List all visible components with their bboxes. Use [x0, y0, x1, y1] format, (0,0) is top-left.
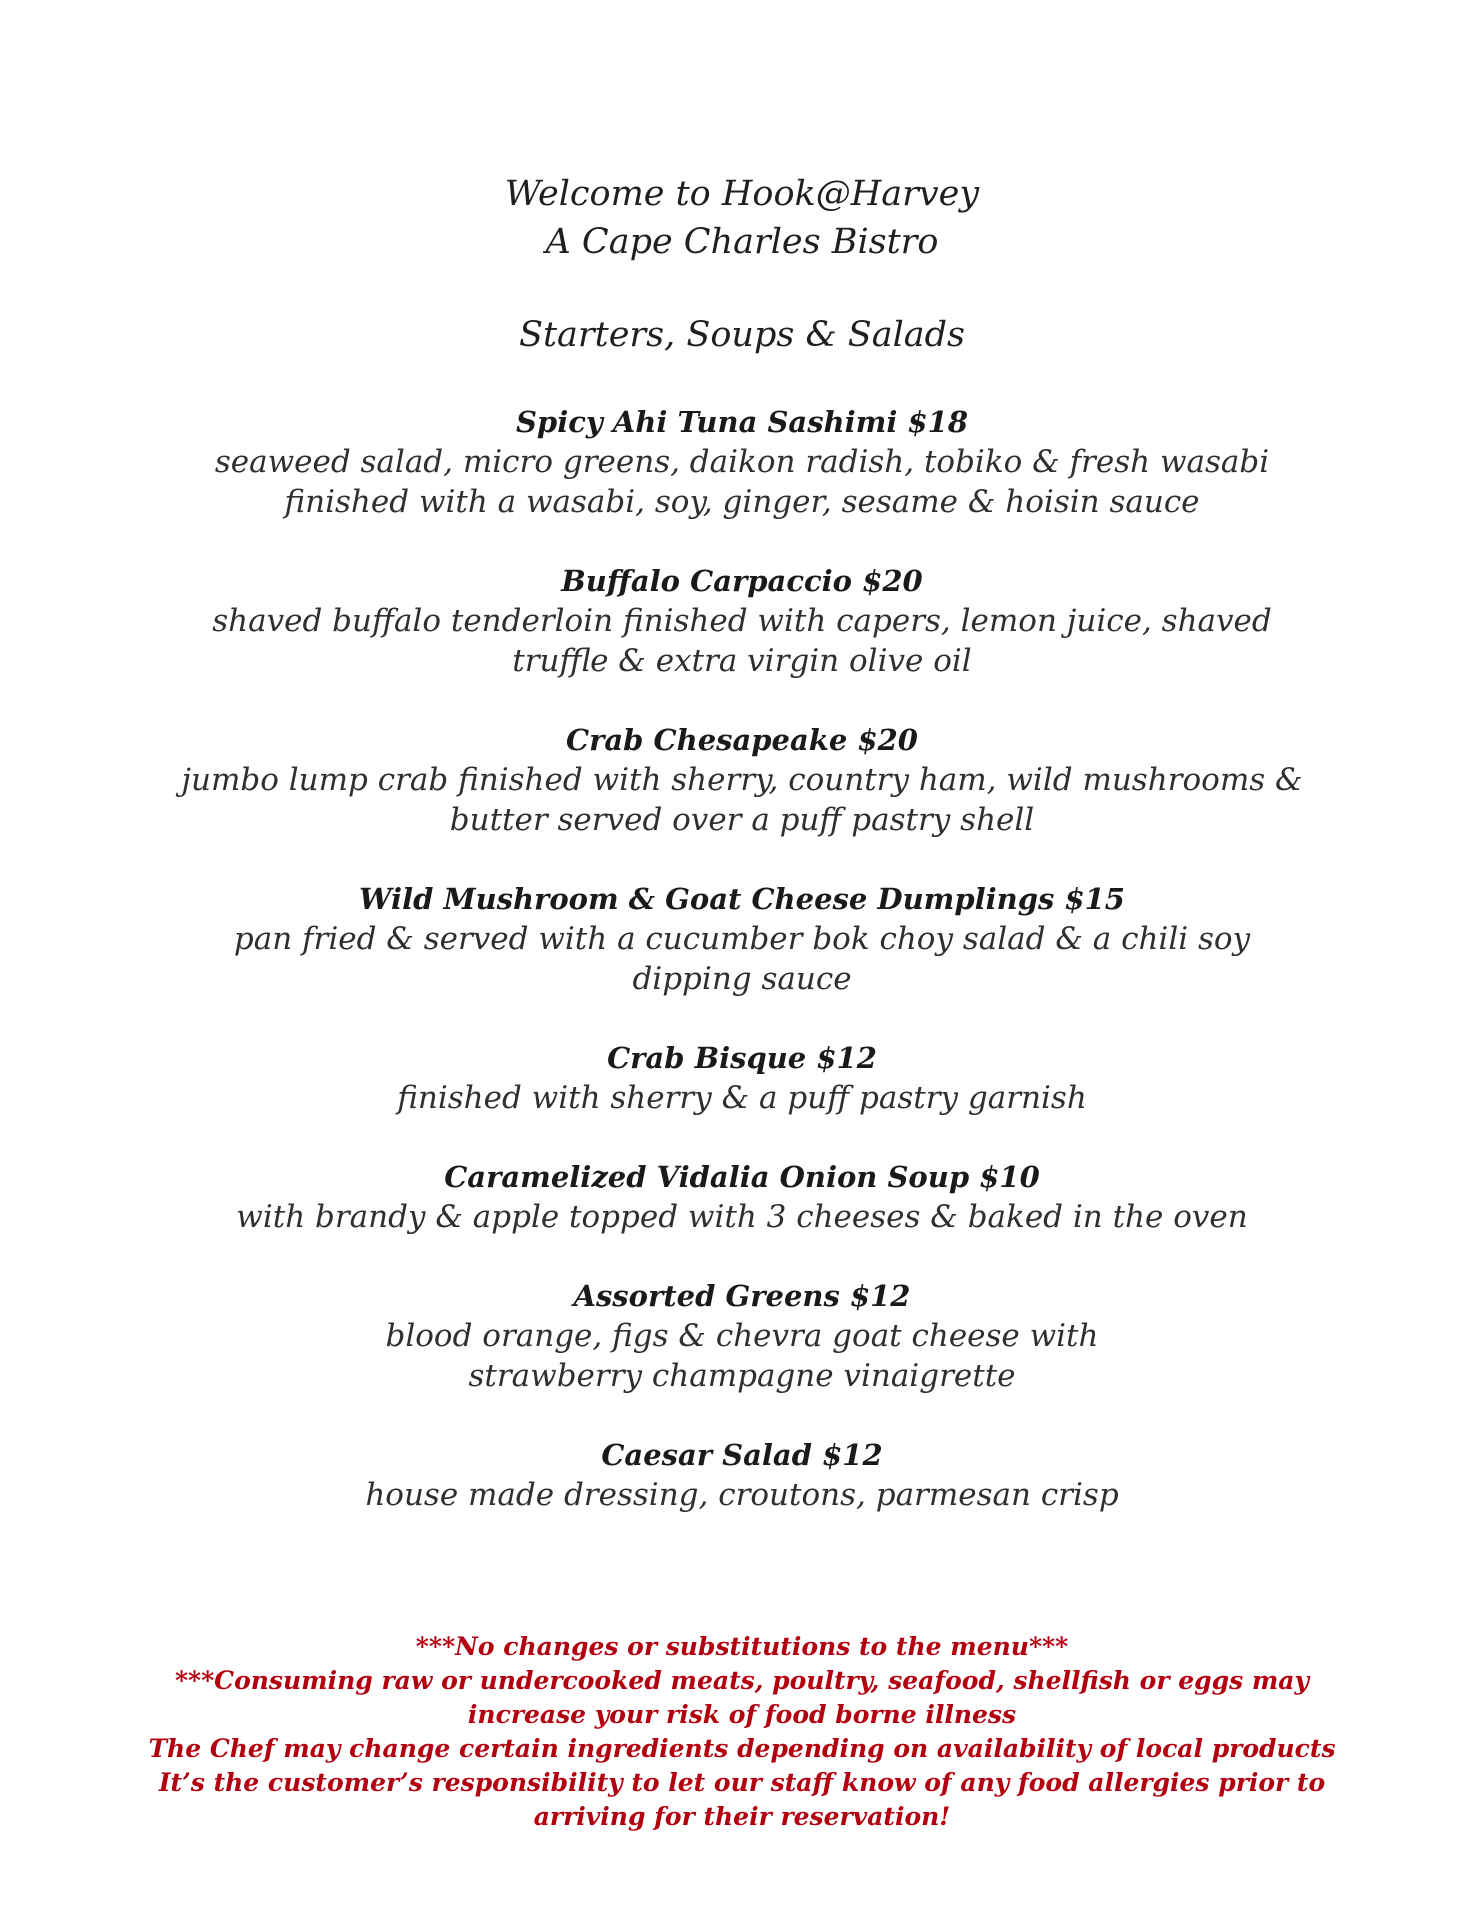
menu-item-heading	[0, 1157, 1484, 1197]
menu-item-description: truffle & extra virgin olive oil	[512, 643, 972, 679]
restaurant-subtitle: A Cape Charles Bistro	[545, 222, 939, 262]
menu-item-name: Caesar Salad	[601, 1438, 812, 1472]
menu-item	[0, 1157, 1484, 1237]
menu-item-heading	[0, 561, 1484, 601]
menu-item-heading	[0, 879, 1484, 919]
menu-item-description: dipping sauce	[632, 961, 852, 997]
menu-item	[0, 1276, 1484, 1396]
menu-item-heading	[0, 1038, 1484, 1078]
menu-item-name: Caramelized Vidalia Onion Soup	[444, 1160, 970, 1194]
menu-items	[0, 402, 1484, 1554]
menu-item-price: $12	[849, 1279, 911, 1313]
menu-item-price: $20	[862, 564, 923, 598]
menu-item-price: $15	[1064, 882, 1125, 916]
menu-item-name: Crab Bisque	[607, 1041, 807, 1075]
menu-item-heading	[0, 1435, 1484, 1475]
notice-raw-food-warning-cont: increase your risk of food borne illness	[467, 1700, 1017, 1729]
menu-item-description: strawberry champagne vinaigrette	[468, 1358, 1016, 1394]
menu-item-name: Spicy Ahi Tuna Sashimi	[515, 405, 898, 439]
menu-item-price: $12	[822, 1438, 883, 1472]
menu-item	[0, 1435, 1484, 1515]
menu-item-price: $12	[816, 1041, 877, 1075]
menu-item	[0, 561, 1484, 681]
menu-item-description: finished with a wasabi, soy, ginger, sesame & hoisin sauce	[284, 484, 1200, 520]
menu-item-price: $20	[857, 723, 918, 757]
notice-raw-food-warning: ***Consuming raw or undercooked meats, poultry, seafood, shellfish or eggs may	[174, 1666, 1310, 1695]
menu-item-description: house made dressing, croutons, parmesan crisp	[365, 1477, 1119, 1513]
menu-item	[0, 1038, 1484, 1118]
menu-item-description: finished with sherry & a puff pastry garnish	[397, 1080, 1087, 1116]
notice-ingredient-changes: The Chef may change certain ingredients depending on availability of local products	[148, 1734, 1336, 1763]
notice-allergies-cont: arriving for their reservation!	[533, 1802, 951, 1831]
menu-item-name: Assorted Greens	[573, 1279, 840, 1313]
menu-item-description: butter served over a puff pastry shell	[449, 802, 1035, 838]
menu-item-heading	[0, 720, 1484, 760]
menu-item-description: seaweed salad, micro greens, daikon radish, tobiko & fresh wasabi	[214, 444, 1270, 480]
menu-item-heading	[0, 1276, 1484, 1316]
notice-allergies: It’s the customer’s responsibility to let our staff know of any food allergies prior to	[158, 1768, 1326, 1797]
section-heading: Starters, Soups & Salads	[519, 315, 965, 355]
policy-notices	[0, 1630, 1484, 1834]
menu-item	[0, 402, 1484, 522]
menu-item	[0, 879, 1484, 999]
notice-no-substitutions: ***No changes or substitutions to the menu***	[415, 1632, 1069, 1661]
restaurant-title: Welcome to Hook@Harvey	[504, 174, 980, 214]
menu-item-description: pan fried & served with a cucumber bok choy salad & a chili soy	[233, 921, 1251, 957]
menu-item-description: shaved buffalo tenderloin finished with capers, lemon juice, shaved	[212, 603, 1272, 639]
menu-item-description: jumbo lump crab finished with sherry, country ham, wild mushrooms &	[181, 762, 1303, 798]
menu-header	[0, 170, 1484, 359]
menu-item-description: with brandy & apple topped with 3 cheeses & baked in the oven	[236, 1199, 1248, 1235]
menu-item-name: Crab Chesapeake	[566, 723, 848, 757]
menu-item-price: $18	[907, 405, 969, 439]
menu-item-price: $10	[979, 1160, 1040, 1194]
menu-item-heading	[0, 402, 1484, 442]
menu-item	[0, 720, 1484, 840]
menu-item-name: Wild Mushroom & Goat Cheese Dumplings	[359, 882, 1055, 916]
menu-item-description: blood orange, figs & chevra goat cheese with	[385, 1318, 1099, 1354]
menu-item-name: Buffalo Carpaccio	[561, 564, 853, 598]
